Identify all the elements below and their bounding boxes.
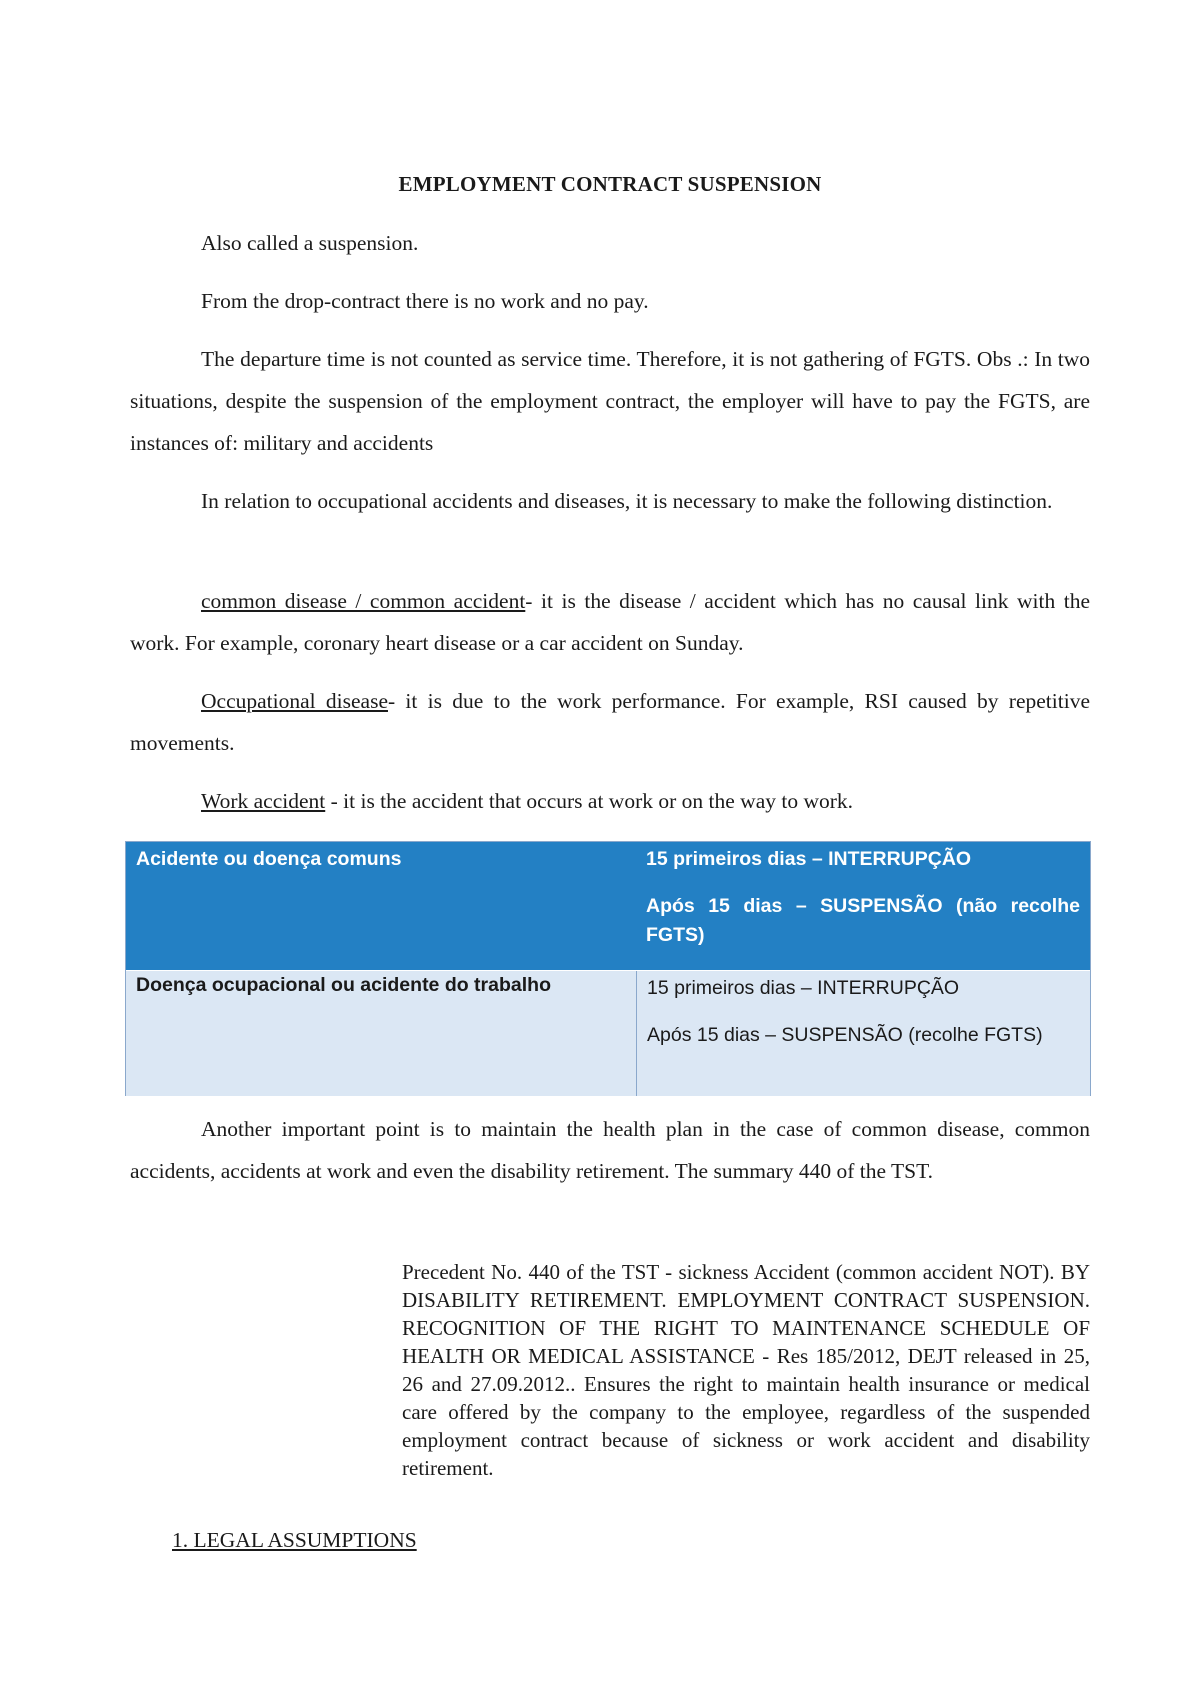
paragraph-no-work-no-pay: From the drop-contract there is no work and no pay. (201, 289, 649, 313)
comparison-table (125, 841, 1091, 1096)
definition-work-accident: - it is the accident that occurs at work or on the way to work. (325, 789, 854, 813)
table-cell-line: Após 15 dias – SUSPENSÃO (recolhe FGTS) (647, 1024, 1043, 1046)
term-common-disease: common disease / common accident (201, 589, 526, 613)
definition-occupational-disease: - it is due to the work performance. For example, RSI caused by repetitive movements. (130, 689, 1090, 755)
table-cell-line: Após 15 dias – SUSPENSÃO (não recolhe FGTS) (646, 895, 1080, 946)
term-work-accident: Work accident (201, 789, 326, 813)
definition-common-disease: - it is the disease / accident which has no causal link with the work. For example, coronary heart disease or a car accident on Sunday. (130, 589, 1090, 655)
paragraph-work-accident (130, 780, 1090, 822)
paragraph-distinction: In relation to occupational accidents and diseases, it is necessary to make the following distinction. (201, 489, 1053, 513)
table-cell-label: Doença ocupacional ou acidente do trabalho (136, 974, 551, 996)
paragraph-health-plan: Another important point is to maintain the health plan in the case of common disease, common accidents, accidents at work and even the disability retirement. The summary 440 of the TST. (130, 1117, 1090, 1183)
table-cell-line: 15 primeiros dias – INTERRUPÇÃO (647, 977, 960, 999)
paragraph-common-disease (130, 580, 1090, 664)
table-cell-line: 15 primeiros dias – INTERRUPÇÃO (646, 848, 972, 870)
table-cell-label: Acidente ou doença comuns (136, 848, 402, 870)
paragraph-departure-time: The departure time is not counted as service time. Therefore, it is not gathering of FGTS. Obs .: In two situations, despite the suspension of the employment contract, the employer will have to pay the FGTS, are instances of: military and accidents (130, 347, 1090, 455)
table-cell-periods (636, 842, 1090, 970)
table-cell-periods (636, 971, 1090, 1096)
document-title: EMPLOYMENT CONTRACT SUSPENSION (398, 172, 822, 196)
paragraph-occupational-disease (130, 680, 1090, 764)
section-heading: 1. LEGAL ASSUMPTIONS (172, 1528, 417, 1552)
paragraph-also-called: Also called a suspension. (201, 231, 419, 255)
table-row (126, 970, 1090, 1096)
table-row (126, 842, 1090, 970)
precedent-quote: Precedent No. 440 of the TST - sickness Accident (common accident NOT). BY DISABILITY RETIREMENT. EMPLOYMENT CONTRACT SUSPENSION. RECOGNITION OF THE RIGHT TO MAINTENANCE SCHEDULE OF HEALTH OR MEDICAL ASSISTANCE - Res 185/2012, DEJT released in 25, 26 and 27.09.2012.. Ensures the right to maintain health insurance or medical care offered by the company to the employee, regardless of the suspended employment contract because of sickness or work accident and disability retirement. (402, 1260, 1090, 1480)
term-occupational-disease: Occupational disease (201, 689, 388, 713)
